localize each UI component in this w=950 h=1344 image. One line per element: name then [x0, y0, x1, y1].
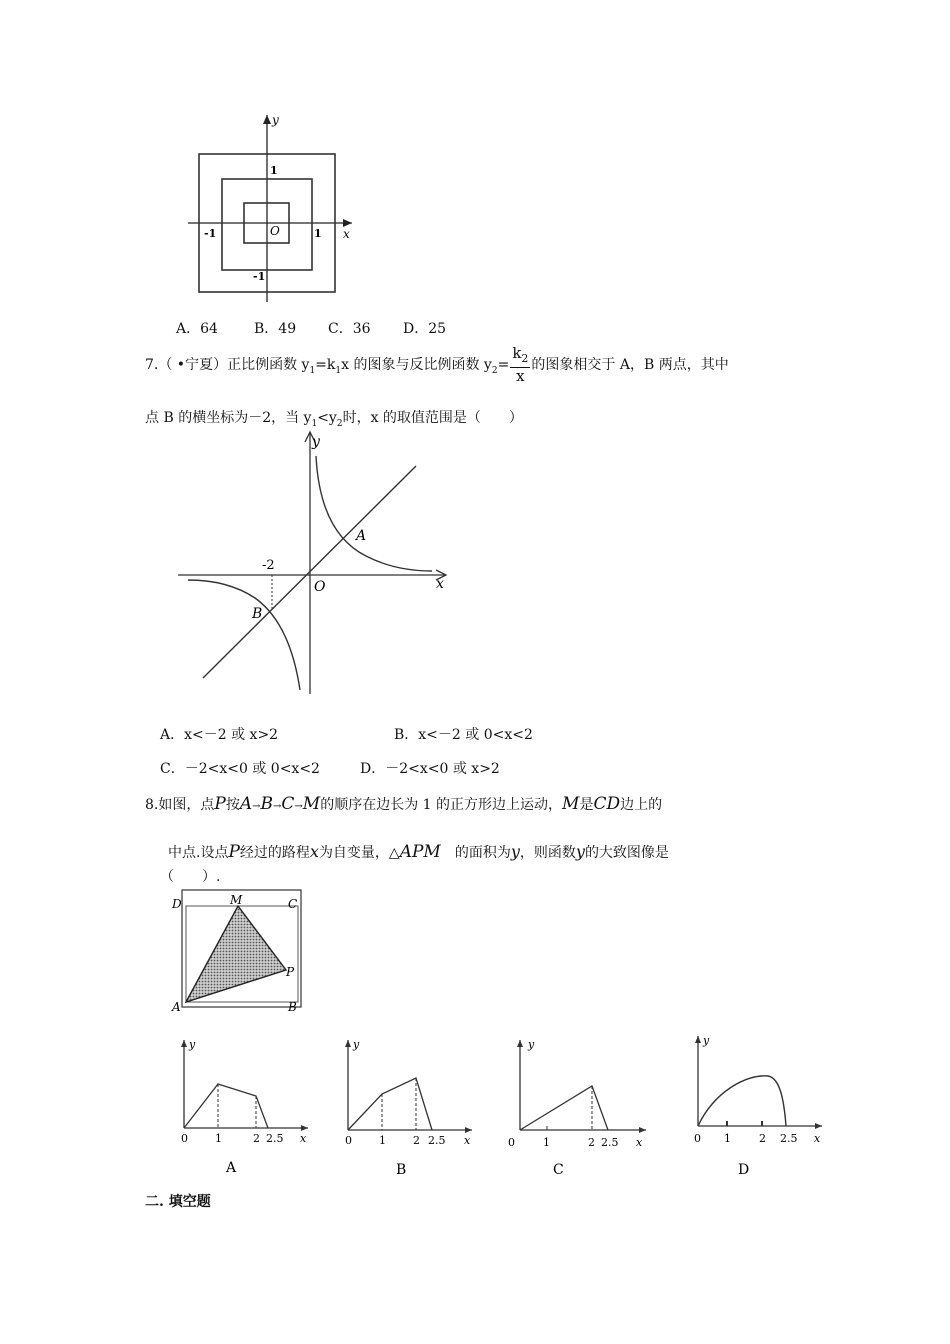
q8-graph-c-x: x: [636, 1136, 643, 1149]
q8-label-c: C: [288, 897, 298, 911]
q7-sub3: 2: [491, 365, 498, 376]
q8-graph-b-x: x: [464, 1134, 471, 1147]
q8-label-d: D: [172, 897, 182, 911]
q8-graph-d: [684, 1030, 834, 1180]
q8-graph-c-0: 0: [508, 1136, 515, 1149]
q8-line2-y2: y: [575, 842, 585, 861]
q6-figure: [180, 110, 360, 305]
q6-x-label: x: [343, 227, 350, 241]
q8-graph-a: [168, 1034, 318, 1184]
q8-line2-c: 为自变量，△: [318, 845, 400, 861]
q7-point-b: B: [252, 606, 263, 622]
q6-tick-y-pos: 1: [270, 164, 278, 177]
q7-figure: [170, 428, 460, 698]
q6-option-d: D．25: [403, 321, 447, 337]
q8-seq-b: B: [260, 794, 273, 814]
q8-graph-b-25: 2.5: [428, 1134, 446, 1147]
q7-text1: 正比例函数 y: [227, 357, 310, 373]
q7-option-b: B．x<－2 或 0<x<2: [394, 727, 533, 743]
q8-text-a: 按: [225, 797, 240, 813]
q7-frac-num: k: [512, 344, 522, 362]
q8-label-m: M: [230, 893, 243, 907]
q7-line2-a: 点 B 的横坐标为－2，当 y: [145, 410, 312, 426]
q8-graph-d-0: 0: [694, 1132, 701, 1145]
q8-graph-d-y: y: [703, 1034, 710, 1047]
q8-text-b: 的顺序在边长为 1 的正方形边上运动，: [320, 797, 563, 813]
q8-graph-c-1: 1: [543, 1136, 550, 1149]
q7-line2-sub2: 2: [336, 418, 343, 429]
q7-line2-sub1: 1: [311, 418, 318, 429]
q8-seq-a: A: [239, 794, 253, 814]
q7-line2-b: <y: [317, 410, 337, 426]
q8-graph-a-x: x: [300, 1132, 307, 1145]
q6-tick-x-neg: -1: [204, 227, 217, 240]
q7-text3: x 的图象与反比例函数 y: [341, 357, 492, 373]
q8-graph-b-2: 2: [413, 1134, 420, 1147]
q7-option-c: C．－2<x<0 或 0<x<2: [160, 761, 320, 777]
q7-sub1: 1: [309, 365, 316, 376]
q8-number: 8.如图，点: [145, 797, 215, 813]
q7-text5: 的图象相交于 A，B 两点，其中: [531, 357, 729, 373]
q7-frac-den: x: [516, 367, 525, 385]
q6-tick-x-pos: 1: [314, 227, 322, 240]
q8-graph-b: [330, 1034, 480, 1184]
q8-seq-c: C: [281, 794, 295, 814]
q8-graph-d-caption: D: [738, 1162, 750, 1178]
q8-graph-a-0: 0: [181, 1132, 188, 1145]
q8-line2-y: y: [510, 842, 520, 861]
q8-stem-line1: 8.如图，点P按A→B→C→M的顺序在边长为 1 的正方形边上运动，M是CD边上的: [145, 794, 663, 814]
q8-graph-b-caption: B: [396, 1162, 407, 1178]
q7-option-a: A．x<－2 或 x>2: [160, 727, 279, 743]
q7-fraction: [510, 345, 530, 385]
q7-source: （ •宁夏）: [158, 357, 228, 373]
q8-stem-line2: [168, 843, 669, 862]
q7-y-label: y: [312, 434, 320, 450]
q8-graph-a-y: y: [189, 1038, 196, 1051]
q7-line2-c: 时，x 的取值范围是（ ）: [342, 410, 523, 426]
q8-graph-c-2: 2: [588, 1136, 595, 1149]
q7-number: 7.: [145, 357, 159, 373]
q8-line2-b: 经过的路程: [239, 845, 310, 861]
q7-point-a: A: [356, 528, 367, 544]
q6-option-b: B．49: [254, 321, 297, 337]
q8-p: P: [214, 794, 226, 814]
q8-graph-d-25: 2.5: [780, 1132, 798, 1145]
q8-graph-c-25: 2.5: [601, 1136, 619, 1149]
q6-option-c: C．36: [328, 321, 371, 337]
q8-graph-c-caption: C: [553, 1162, 564, 1178]
q8-graph-b-1: 1: [379, 1134, 386, 1147]
q8-m: M: [562, 794, 580, 814]
q7-stem-line1: [145, 345, 729, 391]
q8-seq-m: M: [302, 794, 321, 814]
q8-line2-apm: APM: [399, 842, 441, 862]
q8-graph-c-y: y: [528, 1038, 535, 1051]
q7-tick-neg2: -2: [262, 558, 275, 573]
q8-line2-x: x: [309, 842, 319, 861]
q8-cd: CD: [593, 794, 621, 814]
q8-stem-line3: （ ）.: [160, 869, 221, 885]
q8-graph-d-x: x: [814, 1132, 821, 1145]
q8-graph-b-0: 0: [345, 1134, 352, 1147]
q8-graph-a-caption: A: [226, 1160, 237, 1176]
section-2-heading: 二. 填空题: [145, 1194, 211, 1210]
q7-sub2: 1: [335, 365, 342, 376]
q7-x-label: x: [436, 576, 444, 592]
q8-label-a: A: [172, 1000, 181, 1014]
q8-square-figure: [168, 884, 308, 1022]
q8-graph-b-y: y: [353, 1038, 360, 1051]
q8-line2-a: 中点.设点: [168, 845, 229, 861]
q7-origin-label: O: [314, 579, 326, 595]
q7-text2: =k: [315, 357, 336, 373]
q6-y-label: y: [272, 113, 279, 127]
q8-line2-p: P: [228, 842, 240, 862]
q8-label-b: B: [288, 1000, 297, 1014]
q6-option-a: A．64: [176, 321, 218, 337]
q8-text-c: 是: [579, 797, 594, 813]
q8-graph-a-25: 2.5: [266, 1132, 284, 1145]
q8-graph-d-2: 2: [759, 1132, 766, 1145]
q8-graph-a-2: 2: [253, 1132, 260, 1145]
q7-option-d: D．－2<x<0 或 x>2: [360, 761, 500, 777]
q7-text4: =: [497, 357, 510, 373]
q8-graph-d-1: 1: [724, 1132, 731, 1145]
q6-tick-y-neg: -1: [253, 270, 266, 283]
q8-line2-e: ，则函数: [519, 845, 576, 861]
q6-origin-label: O: [270, 224, 280, 238]
q8-line2-f: 的大致图像是: [584, 845, 669, 861]
q8-text-d: 边上的: [620, 797, 663, 813]
q8-graph-c: [500, 1034, 650, 1184]
q7-frac-num-sub: 2: [521, 352, 529, 365]
q8-graph-a-1: 1: [215, 1132, 222, 1145]
q8-label-p: P: [286, 965, 295, 979]
q8-line2-d: 的面积为: [454, 845, 511, 861]
